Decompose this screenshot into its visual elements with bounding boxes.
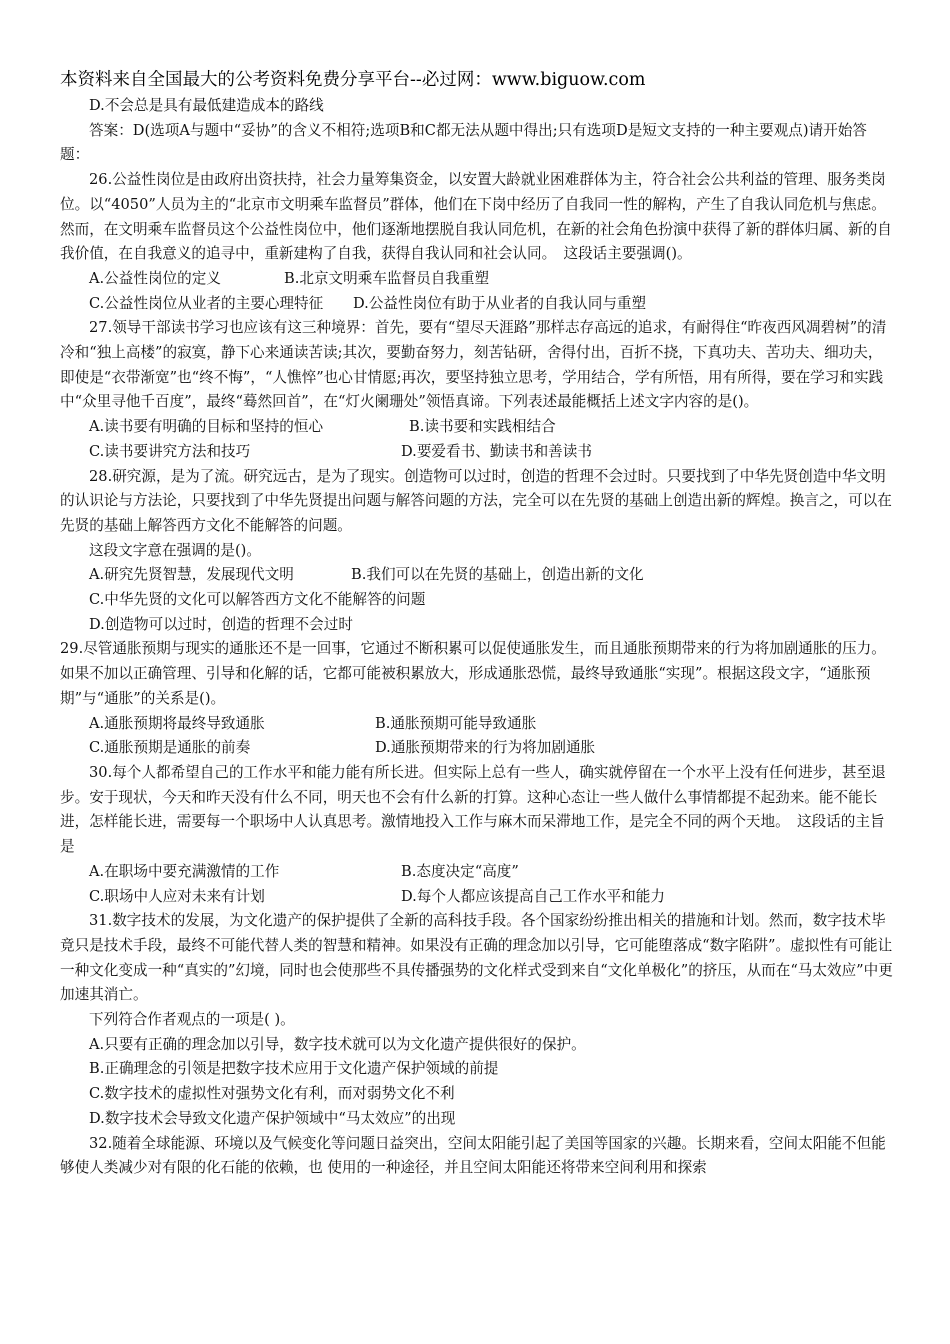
- question-27-options-row-1: [60, 415, 896, 440]
- question-28-option-d: D.创造物可以过时，创造的哲理不会过时: [89, 615, 353, 633]
- option-a: A.研究先贤智慧，发展现代文明: [89, 566, 294, 584]
- option-b: B.读书要和实践相结合: [409, 418, 556, 436]
- option-b: B.态度决定“高度”: [401, 862, 519, 880]
- question-29-options-row-2: [60, 736, 896, 761]
- question-32-stem: 32.随着全球能源、环境以及气候变化等问题日益突出，空间太阳能引起了美国等国家的兴趣。长期来看，空间太阳能不但能够使人类减少对有限的化石能的依赖，也 使用的一种途径，并且空间太阳能还将带来空间利用和探索: [60, 1134, 886, 1177]
- option-d: D.通胀预期带来的行为将加剧通胀: [375, 739, 596, 757]
- source-header: 本资料来自全国最大的公考资料免费分享平台--必过网：www.biguow.com: [60, 70, 646, 90]
- question-26-options-row-1: [60, 267, 896, 292]
- option-c: C.职场中人应对未来有计划: [89, 887, 265, 905]
- document-body: [60, 94, 896, 1181]
- question-31-option-c: C.数字技术的虚拟性对强势文化有利，而对弱势文化不利: [89, 1085, 455, 1103]
- question-28-options-row-1: [60, 563, 896, 588]
- option-c: C.通胀预期是通胀的前奏: [89, 739, 251, 757]
- question-31-stem: 31.数字技术的发展，为文化遗产的保护提供了全新的高科技手段。各个国家纷纷推出相关的措施和计划。然而，数字技术毕竟只是技术手段，最终不可能代替人类的智慧和精神。如果没有正确的理念加以引导，它可能堕落成“数字陷阱”。虚拟性有可能让一种文化变成一种“真实的”幻境，同时也会使那些不具传播强势的文化样式受到来自“文化单极化”的挤压，从而在“马太效应”中更加速其消亡。: [60, 912, 893, 1004]
- question-30-options-row-1: [60, 860, 896, 885]
- question-26-options-row-2: [60, 292, 896, 317]
- question-31-option-d: D.数字技术会导致文化遗产保护领域中“马太效应”的出现: [89, 1109, 456, 1127]
- question-28-stem: 28.研究源，是为了流。研究远古，是为了现实。创造物可以过时，创造的哲理不会过时。只要找到了中华先贤创造中华文明的认识论与方法论，只要找到了中华先贤提出问题与解答问题的方法，完全可以在先贤的基础上创造出新的辉煌。换言之，可以在先贤的基础上解答西方文化不能解答的问题。: [60, 467, 892, 534]
- question-29-options-row-1: [60, 712, 896, 737]
- question-30-stem: 30.每个人都希望自己的工作水平和能力能有所长进。但实际上总有一些人，确实就停留在一个水平上没有任何进步，甚至退步。安于现状，今天和昨天没有什么不同，明天也不会有什么新的打算。这种心态让一些人做什么事情都提不起劲来。能不能长进，怎样能长进，需要每一个职场中人认真思考。激情地投入工作与麻木而呆滞地工作，是完全不同的两个天地。 这段话的主旨是: [60, 763, 886, 856]
- question-26-stem: 26.公益性岗位是由政府出资扶持，社会力量筹集资金，以安置大龄就业困难群体为主，符合社会公共利益的管理、服务类岗位。以“4050”人员为主的“北京市文明乘车监督员”群体，他们在下岗中经历了自我同一性的解构，产生了自我认同危机与焦虑。然而，在文明乘车监督员这个公益性岗位中，他们逐渐地摆脱自我认同危机，在新的社会角色扮演中获得了新的群体归属、新的自我价值，在自我意义的追寻中，重新建构了自我，获得自我认同和社会认同。 这段话主要强调()。: [60, 171, 892, 263]
- prev-option-d: D.不会总是具有最低建造成本的路线: [89, 97, 324, 114]
- question-27-options-row-2: [60, 440, 896, 465]
- option-d: D.每个人都应该提高自己工作水平和能力: [401, 887, 665, 905]
- option-b: B.北京文明乘车监督员自我重塑: [284, 269, 490, 287]
- option-c: C.读书要讲究方法和技巧: [89, 442, 251, 460]
- question-27-stem: 27.领导干部读书学习也应该有这三种境界：首先，要有“望尽天涯路”那样志存高远的追求，有耐得住“昨夜西风凋碧树”的清冷和“独上高楼”的寂寞，静下心来通读苦读;其次，要勤奋努力，刻苦钻研，舍得付出，百折不挠，下真功夫、苦功夫、细功夫，即使是“衣带渐宽”也“终不悔”，“人憔悴”也心甘情愿;再次，要坚持独立思考，学用结合，学有所悟，用有所得，要在学习和实践中“众里寻他千百度”，最终“蓦然回首”，在“灯火阑珊处”领悟真谛。下列表述最能概括上述文字内容的是()。: [60, 319, 887, 411]
- option-a: A.在职场中要充满激情的工作: [89, 862, 280, 880]
- question-28-ask: 这段文字意在强调的是()。: [89, 541, 261, 559]
- option-a: A.公益性岗位的定义: [89, 269, 221, 287]
- question-31-ask: 下列符合作者观点的一项是( )。: [89, 1011, 295, 1029]
- question-31-option-a: A.只要有正确的理念加以引导，数字技术就可以为文化遗产提供很好的保护。: [89, 1035, 586, 1053]
- question-31-option-b: B.正确理念的引领是把数字技术应用于文化遗产保护领域的前提: [89, 1060, 499, 1078]
- prev-answer: 答案：D(选项A与题中“妥协”的含义不相符;选项B和C都无法从题中得出;只有选项D是短文支持的一种主要观点)请开始答题：: [60, 121, 867, 164]
- option-c: C.公益性岗位从业者的主要心理特征: [89, 294, 324, 312]
- option-a: A.通胀预期将最终导致通胀: [89, 714, 265, 732]
- option-d: D.要爱看书、勤读书和善读书: [401, 442, 592, 460]
- question-29-stem: 29.尽管通胀预期与现实的通胀还不是一回事，它通过不断积累可以促使通胀发生，而且通胀预期带来的行为将加剧通胀的压力。如果不加以正确管理、引导和化解的话，它都可能被积累放大，形成通胀恐慌，最终导致通胀“实现”。根据这段文字，“通胀预期”与“通胀”的关系是()。: [60, 640, 886, 707]
- option-a: A.读书要有明确的目标和坚持的恒心: [89, 418, 324, 436]
- option-b: B.通胀预期可能导致通胀: [375, 714, 537, 732]
- question-28-option-c: C.中华先贤的文化可以解答西方文化不能解答的问题: [89, 591, 426, 609]
- option-d: D.公益性岗位有助于从业者的自我认同与重塑: [353, 294, 647, 312]
- question-30-options-row-2: [60, 885, 896, 910]
- option-b: B.我们可以在先贤的基础上，创造出新的文化: [351, 566, 644, 584]
